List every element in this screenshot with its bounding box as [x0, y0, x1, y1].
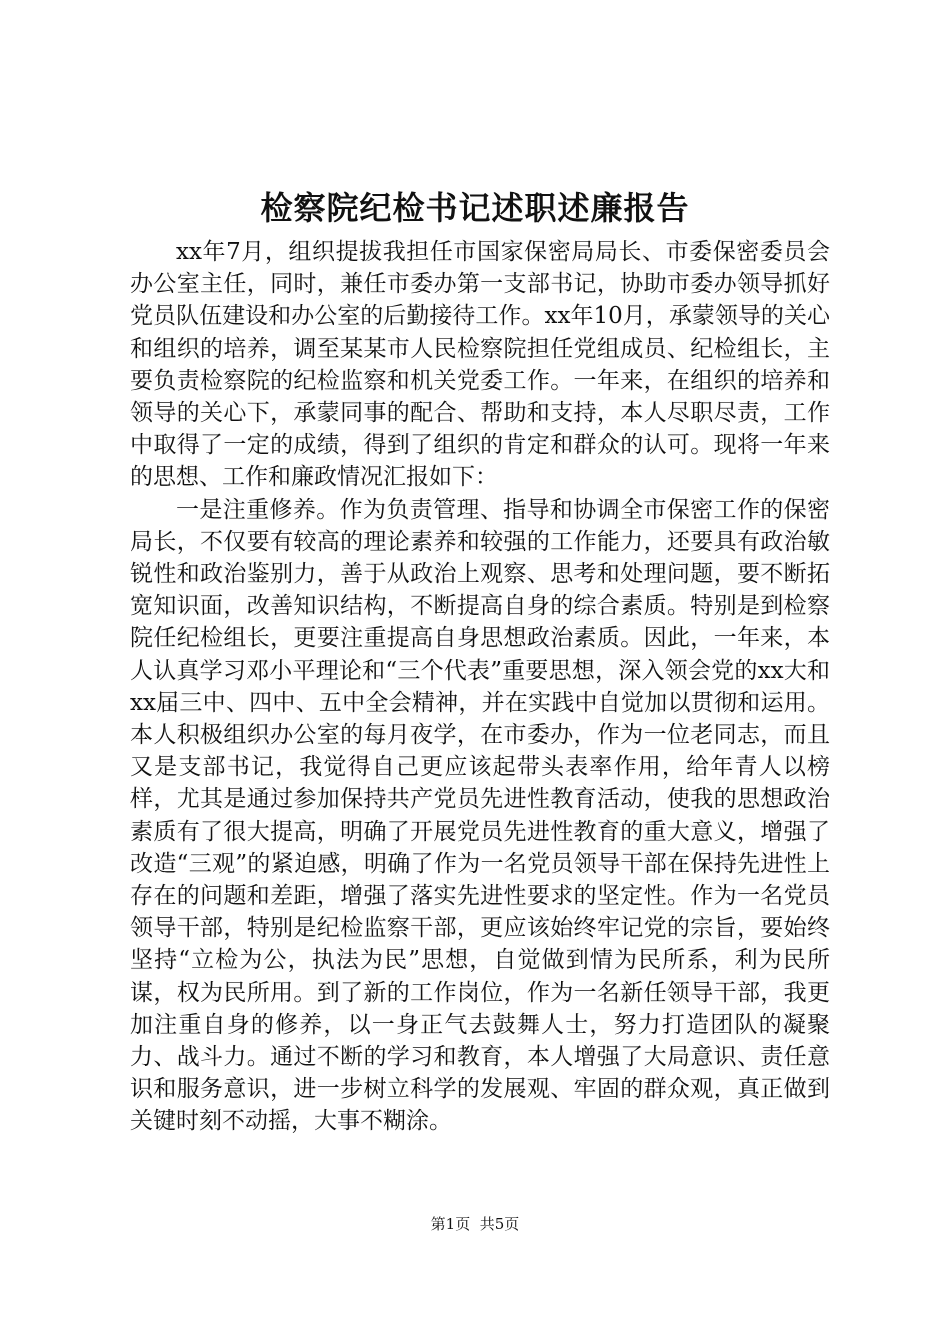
page-number-current: 第1页 [430, 1215, 471, 1233]
paragraph-cultivation: 一是注重修养。作为负责管理、指导和协调全市保密工作的保密局长，不仅要有较高的理论素养和较强的工作能力，还要具有政治敏锐性和政治鉴别力，善于从政治上观察、思考和处理问题，要不断拓宽知识面，改善知识结构，不断提高自身的综合素质。特别是到检察院任纪检组长，更要注重提高自身思想政治素质。因此，一年来，本人认真学习邓小平理论和“三个代表”重要思想，深入领会党的xx大和xx届三中、四中、五中全会精神，并在实践中自觉加以贯彻和运用。本人积极组织办公室的每月夜学，在市委办，作为一位老同志，而且又是支部书记，我觉得自己更应该起带头表率作用，给年青人以榜样，尤其是通过参加保持共产党员先进性教育活动，使我的思想政治素质有了很大提高，明确了开展党员先进性教育的重大意义，增强了改造“三观”的紧迫感，明确了作为一名党员领导干部在保持先进性上存在的问题和差距，增强了落实先进性要求的坚定性。作为一名党员领导干部，特别是纪检监察干部，更应该始终牢记党的宗旨，要始终坚持“立检为公，执法为民”思想，自觉做到情为民所系，利为民所谋，权为民所用。到了新的工作岗位，作为一名新任领导干部，我更加注重自身的修养，以一身正气去鼓舞人士，努力打造团队的凝聚力、战斗力。通过不断的学习和教育，本人增强了大局意识、责任意识和服务意识，进一步树立科学的发展观、牢固的群众观，真正做到关键时刻不动摇，大事不糊涂。 [130, 496, 830, 1135]
page-number-total: 共5页 [479, 1215, 520, 1233]
document-body [130, 236, 830, 1138]
paragraph-intro: xx年7月，组织提拔我担任市国家保密局局长、市委保密委员会办公室主任，同时，兼任市委办第一支部书记，协助市委办领导抓好党员队伍建设和办公室的后勤接待工作。xx年10月，承蒙领导的关心和组织的培养，调至某某市人民检察院担任党组成员、纪检组长，主要负责检察院的纪检监察和机关党委工作。一年来，在组织的培养和领导的关心下，承蒙同事的配合、帮助和支持，本人尽职尽责，工作中取得了一定的成绩，得到了组织的肯定和群众的认可。现将一年来的思想、工作和廉政情况汇报如下： [130, 239, 830, 491]
document-title: 检察院纪检书记述职述廉报告 [260, 189, 690, 227]
page-footer [0, 1214, 950, 1234]
footer-separator [470, 1215, 480, 1233]
